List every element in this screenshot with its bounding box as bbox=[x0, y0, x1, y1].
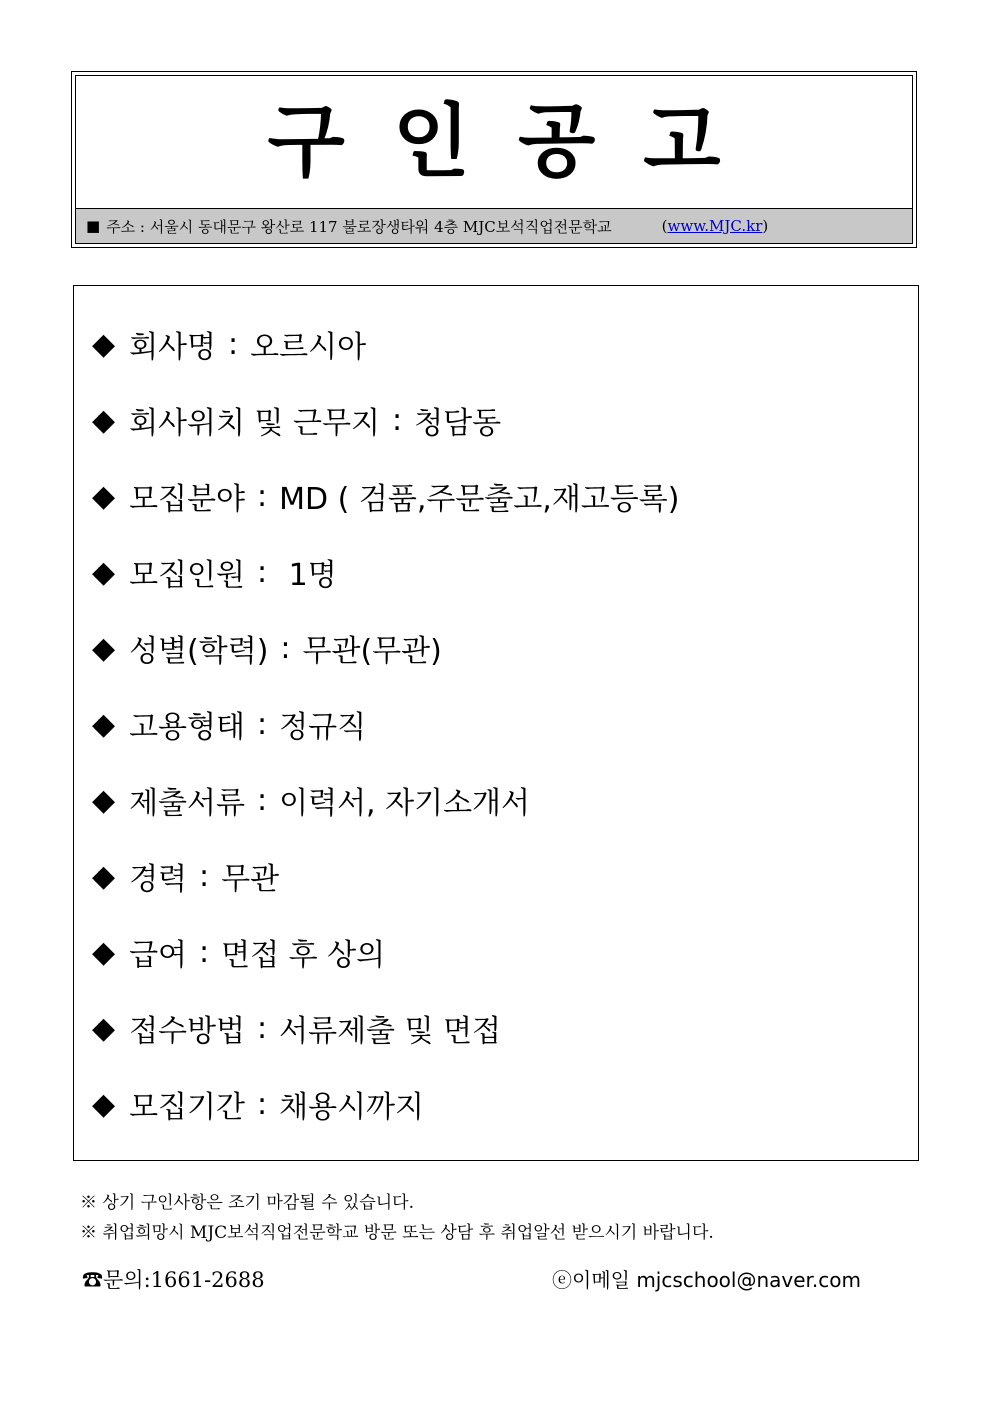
info-separator: : bbox=[257, 1010, 268, 1046]
info-value: 채용시까지 bbox=[279, 1090, 425, 1125]
site-close-paren: ) bbox=[762, 217, 769, 235]
diamond-bullet-icon: ◆ bbox=[92, 934, 116, 970]
info-separator: : bbox=[280, 630, 291, 666]
info-separator: : bbox=[257, 554, 268, 590]
diamond-bullet-icon: ◆ bbox=[92, 326, 116, 362]
info-value: 서류제출 및 면접 bbox=[279, 1014, 502, 1049]
diamond-bullet-icon: ◆ bbox=[92, 858, 116, 894]
info-value: 청담동 bbox=[414, 406, 502, 441]
info-value: MD ( 검품,주문출고,재고등록) bbox=[279, 482, 680, 517]
info-label: 제출서류 bbox=[129, 786, 245, 821]
website bbox=[662, 217, 769, 235]
note-line: ※ 상기 구인사항은 조기 마감될 수 있습니다. bbox=[80, 1193, 415, 1213]
info-value: 무관 bbox=[221, 862, 280, 897]
info-label: 성별(학력) bbox=[129, 634, 269, 669]
square-bullet-icon: ■ bbox=[86, 217, 101, 235]
contact-email: ⓔ이메일 mjcschool@naver.com bbox=[552, 1268, 862, 1292]
info-label: 회사위치 및 근무지 bbox=[129, 406, 380, 441]
info-item-experience bbox=[92, 838, 679, 914]
info-separator: : bbox=[257, 706, 268, 742]
diamond-bullet-icon: ◆ bbox=[92, 554, 116, 590]
diamond-bullet-icon: ◆ bbox=[92, 1086, 116, 1122]
diamond-bullet-icon: ◆ bbox=[92, 402, 116, 438]
info-item-field bbox=[92, 458, 679, 534]
info-separator: : bbox=[199, 858, 210, 894]
note-line: ※ 취업희망시 MJC보석직업전문학교 방문 또는 상담 후 취업알선 받으시기 바랍니다. bbox=[80, 1223, 714, 1243]
info-item-headcount bbox=[92, 534, 679, 610]
info-separator: : bbox=[392, 402, 403, 438]
info-item-employment-type bbox=[92, 686, 679, 762]
info-value: 이력서, 자기소개서 bbox=[279, 786, 531, 821]
info-separator: : bbox=[199, 934, 210, 970]
address-text: 주소 : 서울시 동대문구 왕산로 117 불로장생타워 4층 MJC보석직업전문학교 bbox=[106, 217, 612, 236]
info-item-location bbox=[92, 382, 679, 458]
info-label: 경력 bbox=[129, 862, 188, 897]
info-item-company bbox=[92, 306, 679, 382]
info-label: 모집분야 bbox=[129, 482, 245, 517]
info-separator: : bbox=[257, 1086, 268, 1122]
address-bar bbox=[76, 208, 912, 243]
header-inner bbox=[75, 75, 913, 244]
title-area bbox=[76, 76, 912, 208]
info-label: 고용형태 bbox=[129, 710, 245, 745]
page-title: 구인공고 bbox=[267, 95, 769, 188]
diamond-bullet-icon: ◆ bbox=[92, 706, 116, 742]
website-link[interactable]: www.MJC.kr bbox=[667, 217, 763, 235]
diamond-bullet-icon: ◆ bbox=[92, 478, 116, 514]
info-separator: : bbox=[257, 782, 268, 818]
info-value: 정규직 bbox=[279, 710, 367, 745]
info-item-documents bbox=[92, 762, 679, 838]
info-item-application-method bbox=[92, 990, 679, 1066]
site-open-paren: ( bbox=[661, 217, 668, 235]
info-value: 1명 bbox=[279, 558, 337, 593]
info-label: 모집인원 bbox=[129, 558, 245, 593]
diamond-bullet-icon: ◆ bbox=[92, 1010, 116, 1046]
diamond-bullet-icon: ◆ bbox=[92, 782, 116, 818]
info-item-salary bbox=[92, 914, 679, 990]
diamond-bullet-icon: ◆ bbox=[92, 630, 116, 666]
info-label: 회사명 bbox=[129, 330, 217, 365]
contact-phone: ☎문의:1661-2688 bbox=[82, 1268, 265, 1292]
info-value: 오르시아 bbox=[250, 330, 367, 365]
info-item-period bbox=[92, 1066, 679, 1142]
notes bbox=[80, 1188, 714, 1248]
info-label: 급여 bbox=[129, 938, 188, 973]
info-label: 접수방법 bbox=[129, 1014, 245, 1049]
header-box bbox=[71, 71, 917, 248]
info-separator: : bbox=[228, 326, 239, 362]
info-label: 모집기간 bbox=[129, 1090, 245, 1125]
job-info-list bbox=[92, 306, 679, 1142]
info-value: 무관(무관) bbox=[302, 634, 442, 669]
info-separator: : bbox=[257, 478, 268, 514]
info-value: 면접 후 상의 bbox=[221, 938, 386, 973]
info-item-gender-education bbox=[92, 610, 679, 686]
job-info-box bbox=[73, 285, 919, 1161]
